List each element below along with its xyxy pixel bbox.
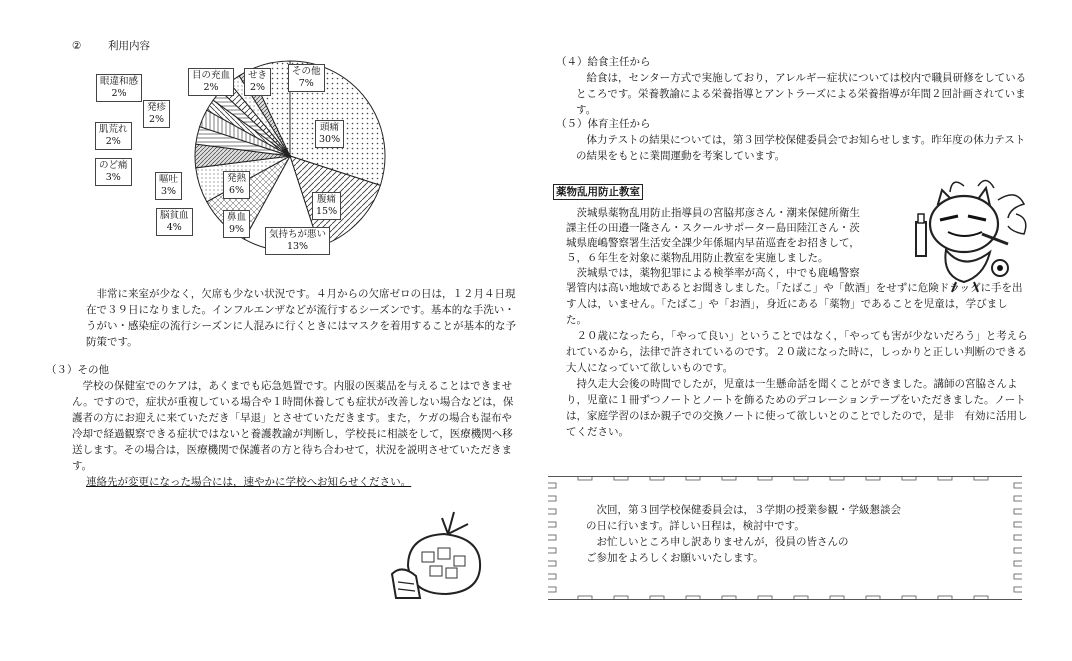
absence-paragraph: 非常に来室が少なく，欠席も少ない状況です。４月からの欠席ゼロの日は，１２月４日現在で３９日になりました。インフルエンザなどが流行するシーズンです。基本的な手洗い・うがい・感染症の流行シーズンに人混みに行くときにはマスクを着用することが基本的な予防策です。 xyxy=(86,288,516,348)
pie-label-発疹: 発疹 2% xyxy=(143,100,170,128)
section-marker: ② xyxy=(72,40,82,52)
pie-label-腹痛: 腹痛 15% xyxy=(312,192,341,220)
pie-label-肌荒れ: 肌荒れ 2% xyxy=(95,122,132,150)
smoking-character-illustration xyxy=(912,178,1032,294)
drug-abuse-heading: 薬物乱用防止教室 xyxy=(553,184,643,200)
section-title: 利用内容 xyxy=(108,40,150,52)
notice-line: 次回，第３回学校保健委員会は，３学期の授業参観・学級懇談会 xyxy=(596,504,901,516)
pie-label-目の充血: 目の充血 2% xyxy=(188,68,234,96)
notice-line: ご参加をよろしくお願いいたします。 xyxy=(586,552,764,564)
drug-para3: 持久走大会後の時間でしたが，児童は一生懸命話を聞くことができました。講師の宮脇さんより，児童に１冊ずつノートとノートを飾るためのデコレーションテープをいただきました。ノートは，家庭学習のほか親子での交換ノートに使って欲しいとのことでしたので，是非 有効に活用してください。 xyxy=(566,378,1028,438)
drug-para1-line: 城県鹿嶋警察署生活安全課少年係堀内早苗巡査をお招きして， xyxy=(566,237,860,249)
ice-bag-illustration xyxy=(388,504,490,602)
pie-label-気持ちが悪い: 気持ちが悪い 13% xyxy=(265,227,330,255)
pie-label-眼違和感: 眼違和感 2% xyxy=(96,74,142,102)
pie-label-発熱: 発熱 6% xyxy=(223,171,250,199)
section-4-title: （４）給食主任から xyxy=(556,56,651,68)
section-3-body: 学校の保健室でのケアは，あくまでも応急処置です。内服の医薬品を与えることはできません。ですので，症状が重複している場合や１時間休養しても症状が改善しない場合などは，保護者の方にお迎えに来ていただき「早退」とさせていただきます。また，ケガの場合も湿布や冷却で経過観察できる症状ではないと養護教諭が判断し，学校長に相談をして，医療機関へ移送します。その場合は，医療機関で保護者の方と待ち合わせて，状況を説明させていただきます。 xyxy=(72,380,514,472)
pie-label-嘔吐: 嘔吐 3% xyxy=(155,172,182,200)
drug-para1-line: 茨城県では，薬物犯罪による検挙率が高く，中でも鹿嶋警察 xyxy=(576,267,860,279)
drug-para1-line: ５，６年生を対象に薬物乱用防止教室を実施しました。 xyxy=(566,252,829,264)
contact-change-note: 連絡先が変更になった場合には，速やかに学校へお知らせください。 xyxy=(86,476,412,488)
drug-para1-line: 茨城県薬物乱用防止指導員の宮脇邦彦さん・潮来保健所衛生 xyxy=(576,207,860,219)
section-5-body: 体力テストの結果については，第３回学校保健委員会でお知らせします。昨年度の体力テストの結果をもとに業間運動を考案しています。 xyxy=(576,134,1026,162)
notice-line: の日に行います。詳しい日程は，検討中です。 xyxy=(586,520,805,532)
pie-label-のど痛: のど痛 3% xyxy=(95,158,132,186)
drug-para2: ２０歳になったら，「やって良い」ということではなく，「やっても害が少ないだろう」と考えられているから，法律で許されているのです。２０歳になった時に，しっかりと正しい判断のできる大人になっていて欲しいものです。 xyxy=(566,330,1028,374)
pie-label-頭痛: 頭痛 30% xyxy=(315,120,344,148)
section-4-body: 給食は，センター方式で実施しており，アレルギー症状については校内で職員研修をしているところです。栄養教諭による栄養指導とアントラーズによる栄養指導が年間２回計画されています。 xyxy=(576,72,1027,116)
pie-label-その他: その他 7% xyxy=(288,64,325,92)
pie-label-せき: せき 2% xyxy=(244,68,271,96)
section-3-title: （３）その他 xyxy=(46,364,109,376)
pie-label-脳貧血: 脳貧血 4% xyxy=(156,208,193,236)
section-5-title: （５）体育主任から xyxy=(556,118,651,130)
drug-para1-line: 課主任の田邉一隆さん・スクールサポーター島田陸江さん・茨 xyxy=(566,222,860,234)
notice-line: お忙しいところ申し訳ありませんが，役員の皆さんの xyxy=(596,536,849,548)
pie-label-鼻血: 鼻血 9% xyxy=(223,210,250,238)
drug-para1-rest: 署管内は高い地域であるとお聞きしました。「たばこ」や「飲酒」をせずに危険ドラッグに手を出す人は，いません。「たばこ」や「お酒」，身近にある「薬物」であることを児童は，学びました。 xyxy=(566,282,1023,326)
